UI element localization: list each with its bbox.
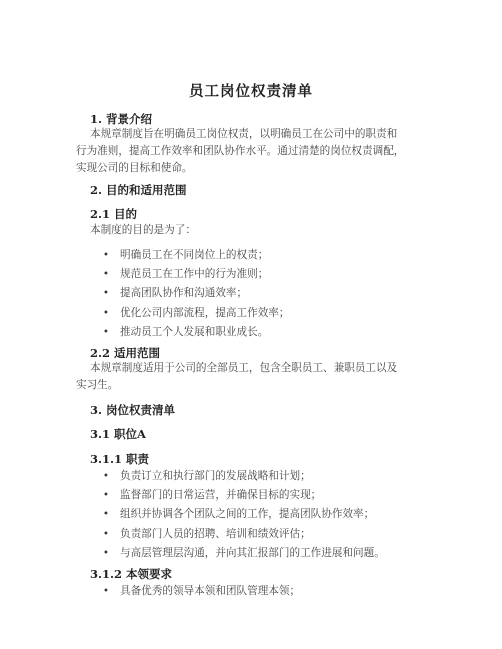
paragraph-line: 实习生。 [76, 379, 119, 391]
list-item-text: 具备优秀的领导本领和团队管理本领； [120, 585, 301, 597]
list-item-text: 明确员工在不同岗位上的权责； [120, 249, 269, 261]
paragraph-line: 本制度的目的是为了： [90, 224, 196, 236]
list-item [103, 544, 385, 563]
section-3-1-1-heading: 3.1.1 职责 [90, 452, 150, 466]
list-item-text: 组织并协调各个团队之间的工作，提高团队协作效率； [120, 508, 375, 521]
section-1-paragraph [76, 126, 448, 177]
section-2-1-heading: 2.1 目的 [90, 207, 138, 221]
purpose-list [103, 246, 290, 342]
list-item [103, 505, 385, 524]
list-item-text: 负责部门人员的招聘、培训和绩效评估； [120, 527, 311, 540]
list-item-text: 优化公司内部流程，提高工作效率； [120, 306, 290, 319]
duties-list [103, 467, 385, 563]
section-2-2-paragraph [76, 360, 448, 394]
list-item [103, 525, 385, 544]
list-item-text: 推动员工个人发展和职业成长。 [120, 325, 269, 338]
section-3-heading: 3. 岗位权责清单 [90, 403, 176, 417]
list-item [103, 582, 300, 601]
paragraph-line: 行为准则，提高工作效率和团队协作水平。通过清楚的岗位权责调配， [76, 145, 405, 157]
bullet-icon: • [103, 528, 109, 540]
list-item-text: 提高团队协作和沟通效率； [120, 287, 248, 300]
list-item-text: 规范员工在工作中的行为准则； [120, 268, 269, 281]
section-2-2-heading: 2.2 适用范围 [90, 346, 161, 360]
list-item [103, 265, 290, 284]
list-item [103, 467, 385, 486]
bullet-icon: • [103, 326, 109, 338]
list-item [103, 323, 290, 342]
list-item-text: 监督部门的日常运营，并确保目标的实现； [120, 489, 322, 502]
section-3-1-heading: 3.1 职位A [90, 427, 146, 441]
section-3-1-2-heading: 3.1.2 本领要求 [90, 567, 173, 581]
bullet-icon: • [103, 250, 109, 261]
list-item-text: 负责订立和执行部门的发展战略和计划； [120, 470, 311, 482]
section-2-1-intro [76, 222, 448, 239]
paragraph-line: 本规章制度旨在明确员工岗位权责，以明确员工在公司中的职责和 [90, 128, 398, 140]
paragraph-line: 本规章制度适用于公司的全部员工，包含全职员工、兼职员工以及 [90, 362, 398, 374]
bullet-icon: • [103, 547, 109, 559]
bullet-icon: • [103, 269, 109, 281]
section-2-heading: 2. 目的和适用范围 [90, 183, 187, 197]
list-item [103, 486, 385, 505]
bullet-icon: • [103, 490, 109, 502]
bullet-icon: • [103, 307, 109, 319]
bullet-icon: • [103, 288, 109, 300]
paragraph-line: 实现公司的目标和使命。 [76, 162, 193, 174]
bullet-icon: • [103, 586, 109, 597]
list-item [103, 304, 290, 323]
section-1-heading: 1. 背景介绍 [90, 112, 153, 126]
bullet-icon: • [103, 509, 109, 521]
list-item-text: 与高层管理层沟通，并向其汇报部门的工作进展和问题。 [120, 546, 385, 559]
list-item [103, 246, 290, 265]
document-title: 员工岗位权责清单 [189, 83, 313, 100]
bullet-icon: • [103, 471, 109, 482]
list-item [103, 284, 290, 303]
skills-list [103, 582, 300, 601]
